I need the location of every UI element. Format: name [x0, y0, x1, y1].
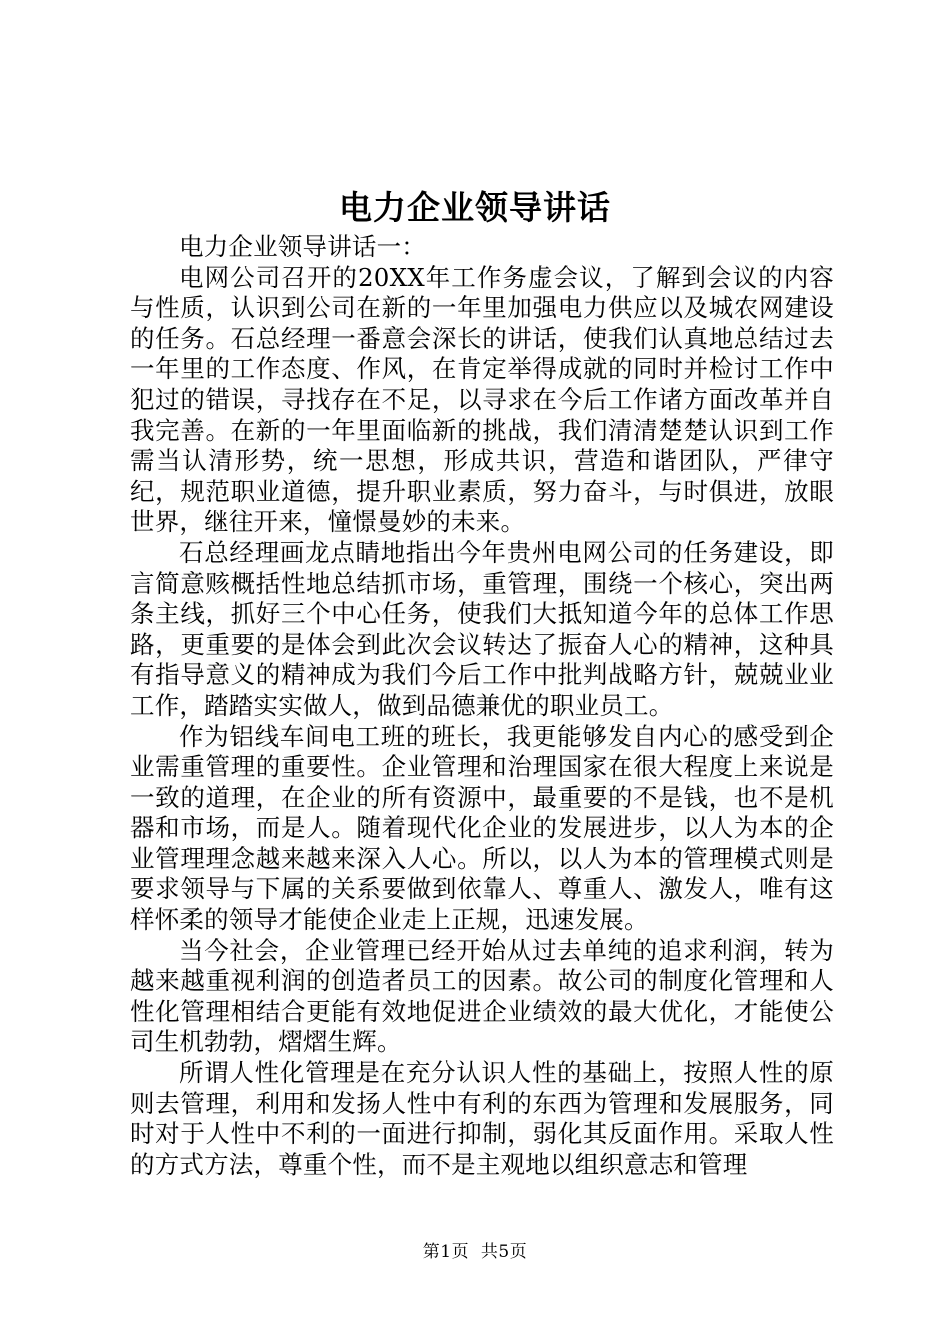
page-footer [0, 1240, 950, 1264]
paragraph: 电网公司召开的20XX年工作务虚会议，了解到会议的内容与性质，认识到公司在新的一年里加强电力供应以及城农网建设的任务。石总经理一番意会深长的讲话，使我们认真地总结过去一年里的工作态度、作风，在肯定举得成就的同时并检讨工作中犯过的错误，寻找存在不足，以寻求在今后工作诸方面改革并自我完善。在新的一年里面临新的挑战，我们清清楚楚认识到工作需当认清形势，统一思想，形成共识，营造和谐团队，严律守纪，规范职业道德，提升职业素质，努力奋斗，与时俱进，放眼世界，继往开来，憧憬曼妙的未来。 [130, 262, 834, 537]
paragraph-heading: 电力企业领导讲话一： [179, 232, 426, 261]
paragraph: 当今社会，企业管理已经开始从过去单纯的追求利润，转为越来越重视利润的创造者员工的因素。故公司的制度化管理和人性化管理相结合更能有效地促进企业绩效的最大优化，才能使公司生机勃勃，熠熠生辉。 [130, 935, 834, 1057]
paragraph: 所谓人性化管理是在充分认识人性的基础上，按照人性的原则去管理，利用和发扬人性中有利的东西为管理和发展服务，同时对于人性中不利的一面进行抑制，弱化其反面作用。采取人性的方式方法，尊重个性，而不是主观地以组织意志和管理 [130, 1058, 834, 1179]
document-body [130, 232, 834, 1180]
page-number-label: 第1页 共5页 [422, 1242, 528, 1262]
paragraph: 作为铝线车间电工班的班长，我更能够发自内心的感受到企业需重管理的重要性。企业管理和治理国家在很大程度上来说是一致的道理，在企业的所有资源中，最重要的不是钱，也不是机器和市场，而是人。随着现代化企业的发展进步，以人为本的企业管理理念越来越来深入人心。所以，以人为本的管理模式则是要求领导与下属的关系要做到依靠人、尊重人、激发人，唯有这样怀柔的领导才能使企业走上正规，迅速发展。 [130, 721, 834, 935]
paragraph: 石总经理画龙点睛地指出今年贵州电网公司的任务建设，即言简意赅概括性地总结抓市场，重管理，围绕一个核心，突出两条主线，抓好三个中心任务，使我们大抵知道今年的总体工作思路，更重要的是体会到此次会议转达了振奋人心的精神，这种具有指导意义的精神成为我们今后工作中批判战略方针，兢兢业业工作，踏踏实实做人，做到品德兼优的职业员工。 [130, 537, 834, 720]
document-title: 电力企业领导讲话 [339, 188, 611, 227]
